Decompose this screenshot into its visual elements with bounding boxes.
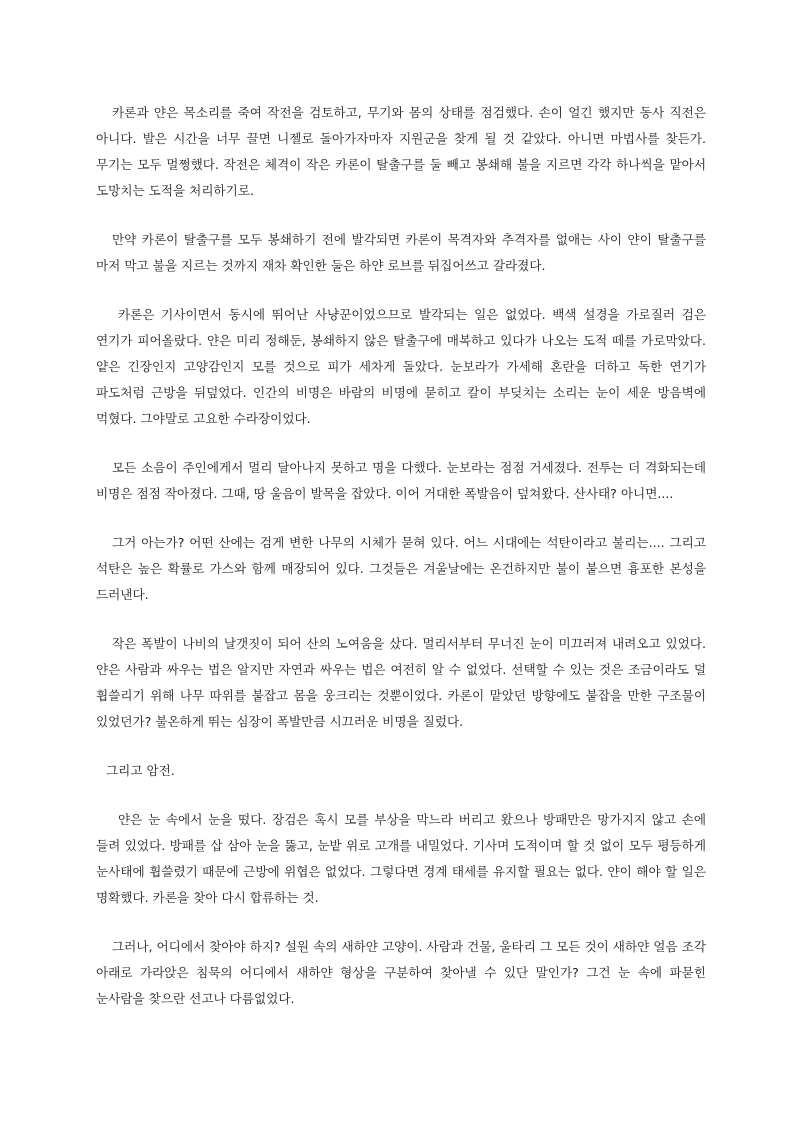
paragraph-7: 그리고 암전. <box>106 763 175 778</box>
paragraph-1: 카론과 얀은 목소리를 죽여 작전을 검토하고, 무기와 몸의 상태를 점검했다. 손이 얼긴 했지만 동사 직전은 아니다. 발은 시간을 너무 끌면 니젤로 돌아가자마자 지원군을 찾게 될 것 같았다. 아니면 마법사를 찾든가. 무기는 모두 멀쩡했다. 작전은 체격이 작은 카론이 탈출구를 둘 빼고 봉쇄해 불을 지르면 각각 하나씩을 맡아서 도망치는 도적을 처리하기로. <box>96 105 706 198</box>
paragraph-2: 만약 카론이 탈출구를 모두 봉쇄하기 전에 발각되면 카론이 목격자와 추격자를 없애는 사이 얀이 탈출구를 마저 막고 불을 지르는 것까지 재차 확인한 둘은 하얀 로브를 뒤집어쓰고 갈라졌다. <box>96 232 706 273</box>
paragraph-4: 모든 소음이 주인에게서 멀리 달아나지 못하고 명을 다했다. 눈보라는 점점 거세졌다. 전투는 더 격화되는데 비명은 점점 작아졌다. 그때, 땅 울음이 발목을 잡았다. 이어 거대한 폭발음이 덮쳐왔다. 산사태? 아니면.... <box>96 460 706 501</box>
paragraph-8: 얀은 눈 속에서 눈을 떴다. 장검은 혹시 모를 부상을 막느라 버리고 왔으나 방패만은 망가지지 않고 손에 들려 있었다. 방패를 삽 삼아 눈을 뚫고, 눈밭 위로 고개를 내밀었다. 기사며 도적이며 할 것 없이 모두 평등하게 눈사태에 휩쓸렸기 때문에 근방에 위협은 없었다. 그렇다면 경계 태세를 유지할 필요는 없다. 얀이 해야 할 일은 명확했다. 카론을 찾아 다시 합류하는 것. <box>96 812 706 905</box>
paragraph-3: 카론은 기사이면서 동시에 뛰어난 사냥꾼이었으므로 발각되는 일은 없었다. 백색 설경을 가로질러 검은 연기가 피어올랐다. 얀은 미리 정해둔, 봉쇄하지 않은 탈출구에 매복하고 있다가 나오는 도적 떼를 가로막았다. 얕은 긴장인지 고양감인지 모를 것으로 피가 세차게 돌았다. 눈보라가 가세해 혼란을 더하고 독한 연기가 파도처럼 근방을 뒤덮었다. 인간의 비명은 바람의 비명에 묻히고 칼이 부딪치는 소리는 눈이 세운 방음벽에 먹혔다. 그야말로 고요한 수라장이었다. <box>96 307 706 426</box>
paragraph-6: 작은 폭발이 나비의 날갯짓이 되어 산의 노여움을 샀다. 멀리서부터 무너진 눈이 미끄러져 내려오고 있었다. 얀은 사람과 싸우는 법은 알지만 자연과 싸우는 법은 여전히 알 수 없었다. 선택할 수 있는 것은 조금이라도 덜 휩쓸리기 위해 나무 따위를 붙잡고 몸을 웅크리는 것뿐이었다. 카론이 맡았던 방향에도 붙잡을 만한 구조물이 있었던가? 불온하게 뛰는 심장이 폭발만큼 시끄러운 비명을 질렀다. <box>96 636 706 729</box>
paragraph-9: 그러나, 어디에서 찾아야 하지? 설원 속의 새하얀 고양이. 사람과 건물, 울타리 그 모든 것이 새하얀 얼음 조각 아래로 가라앉은 침묵의 어디에서 새하얀 형상을 구분하여 찾아낼 수 있단 말인가? 그건 눈 속에 파묻힌 눈사람을 찾으란 선고나 다름없었다. <box>96 939 706 1006</box>
paragraph-5: 그거 아는가? 어떤 산에는 검게 변한 나무의 시체가 묻혀 있다. 어느 시대에는 석탄이라고 불리는.... 그리고 석탄은 높은 확률로 가스와 함께 매장되어 있다. 그것들은 겨울날에는 온건하지만 불이 붙으면 흉포한 본성을 드러낸다. <box>96 535 706 602</box>
